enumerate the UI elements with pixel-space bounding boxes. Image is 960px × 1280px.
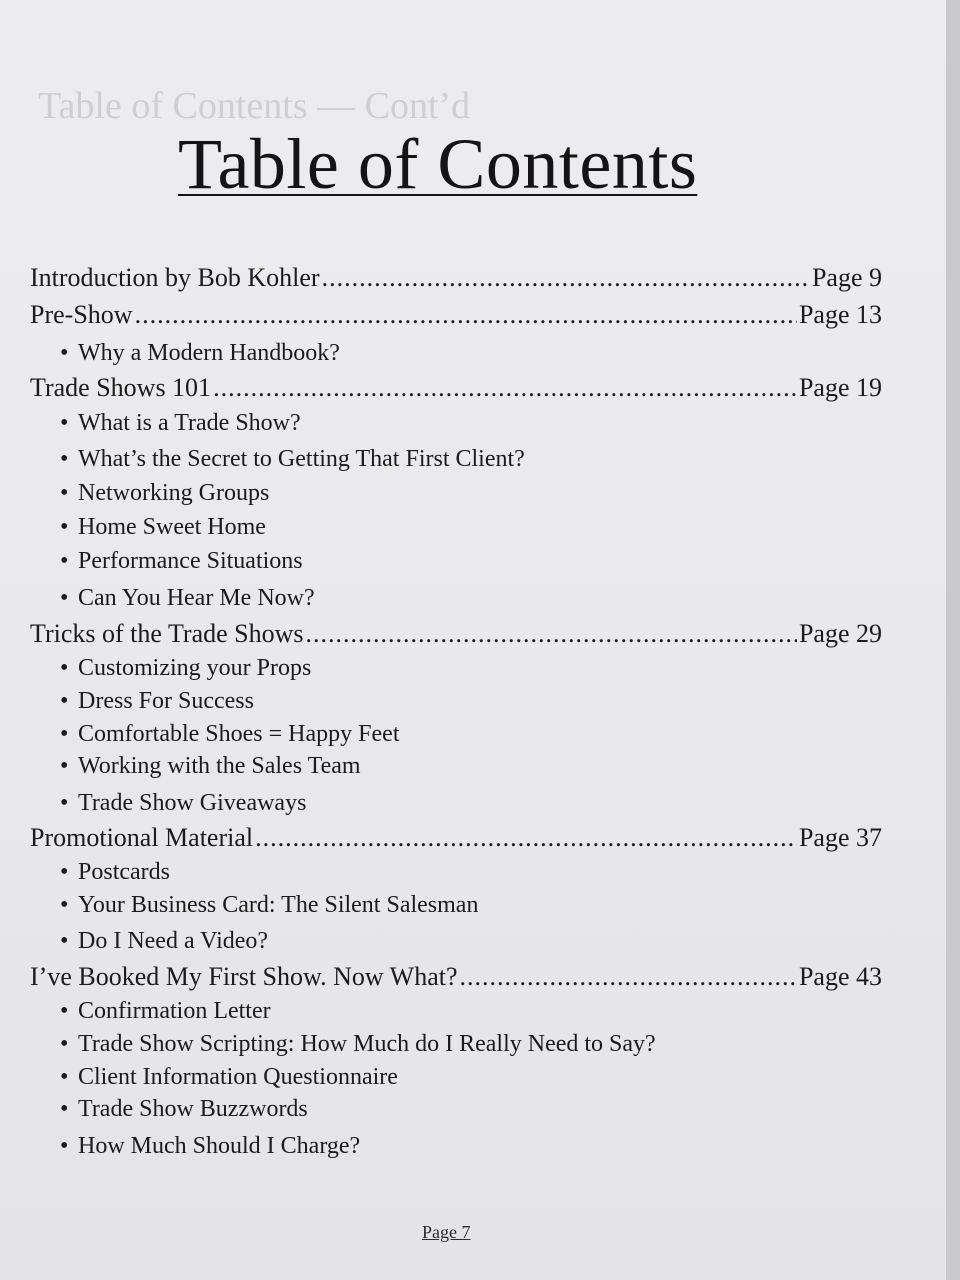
toc-entry-page: Page 13 [798,300,882,329]
bullet-icon: • [60,1031,69,1057]
bullet-icon: • [60,892,69,918]
toc-sub-item: • Do I Need a Video? [60,928,269,954]
toc-sub-item: • How Much Should I Charge? [60,1133,361,1159]
dot-leader [460,962,797,992]
toc-sub-item: • Confirmation Letter [60,998,271,1024]
page-edge [946,0,960,1280]
toc-sub-item: • Your Business Card: The Silent Salesman [60,892,479,918]
toc-entry-page: Page 43 [798,962,882,991]
toc-entry-page: Page 37 [798,823,882,852]
toc-entry-label: Tricks of the Trade Shows [30,619,304,648]
toc-entry-first-show [30,962,882,992]
toc-sub-item: • Trade Show Giveaways [60,790,307,816]
bullet-icon: • [60,753,69,779]
bullet-icon: • [60,1133,69,1159]
bullet-icon: • [60,480,69,506]
toc-sub-item: • What is a Trade Show? [60,410,301,436]
toc-entry-page: Page 29 [798,619,882,648]
dot-leader [322,263,810,293]
toc-entry-pre-show [30,300,882,330]
bullet-icon: • [60,548,69,574]
bullet-icon: • [60,514,69,540]
page-number: Page 7 [422,1222,471,1242]
toc-sub-item: • Client Information Questionnaire [60,1064,398,1090]
bullet-icon: • [60,410,69,436]
bullet-icon: • [60,446,69,472]
bullet-icon: • [60,655,69,681]
bullet-icon: • [60,1064,69,1090]
toc-sub-item: • Can You Hear Me Now? [60,585,315,611]
toc-entry-introduction [30,263,882,293]
toc-sub-item: • Comfortable Shoes = Happy Feet [60,721,400,747]
dot-leader [135,300,797,330]
toc-entry-tricks-of-the-trade-shows [30,619,882,649]
bullet-icon: • [60,340,69,366]
bullet-icon: • [60,721,69,747]
toc-sub-item: • Home Sweet Home [60,514,266,540]
toc-entry-label: I’ve Booked My First Show. Now What? [30,962,458,991]
toc-entry-page: Page 9 [811,263,882,292]
toc-sub-item: • Trade Show Buzzwords [60,1096,308,1122]
bullet-icon: • [60,928,69,954]
bullet-icon: • [60,998,69,1024]
toc-entry-trade-shows-101 [30,373,882,403]
toc-sub-item: • Working with the Sales Team [60,753,361,779]
toc-sub-item: • Why a Modern Handbook? [60,340,340,366]
dot-leader [213,373,797,403]
toc-entry-promotional-material [30,823,882,853]
bullet-icon: • [60,859,69,885]
bullet-icon: • [60,1096,69,1122]
bullet-icon: • [60,585,69,611]
dot-leader [255,823,797,853]
toc-entry-label: Introduction by Bob Kohler [30,263,320,292]
toc-sub-item: • Performance Situations [60,548,303,574]
toc-entry-label: Promotional Material [30,823,254,852]
toc-sub-item: • Dress For Success [60,688,254,714]
toc-sub-item: • Postcards [60,859,170,885]
dot-leader [306,619,797,649]
toc-entry-label: Trade Shows 101 [30,373,212,402]
bullet-icon: • [60,688,69,714]
page-title: Table of Contents [178,124,698,204]
toc-sub-item: • Networking Groups [60,480,270,506]
toc-entry-label: Pre-Show [30,300,133,329]
toc-entry-page: Page 19 [798,373,882,402]
bullet-icon: • [60,790,69,816]
toc-sub-item: • Customizing your Props [60,655,312,681]
toc-sub-item: • What’s the Secret to Getting That First Client? [60,446,525,472]
toc-sub-item: • Trade Show Scripting: How Much do I Really Need to Say? [60,1031,656,1057]
bleed-through-title: Table of Contents — Cont’d [38,85,471,127]
